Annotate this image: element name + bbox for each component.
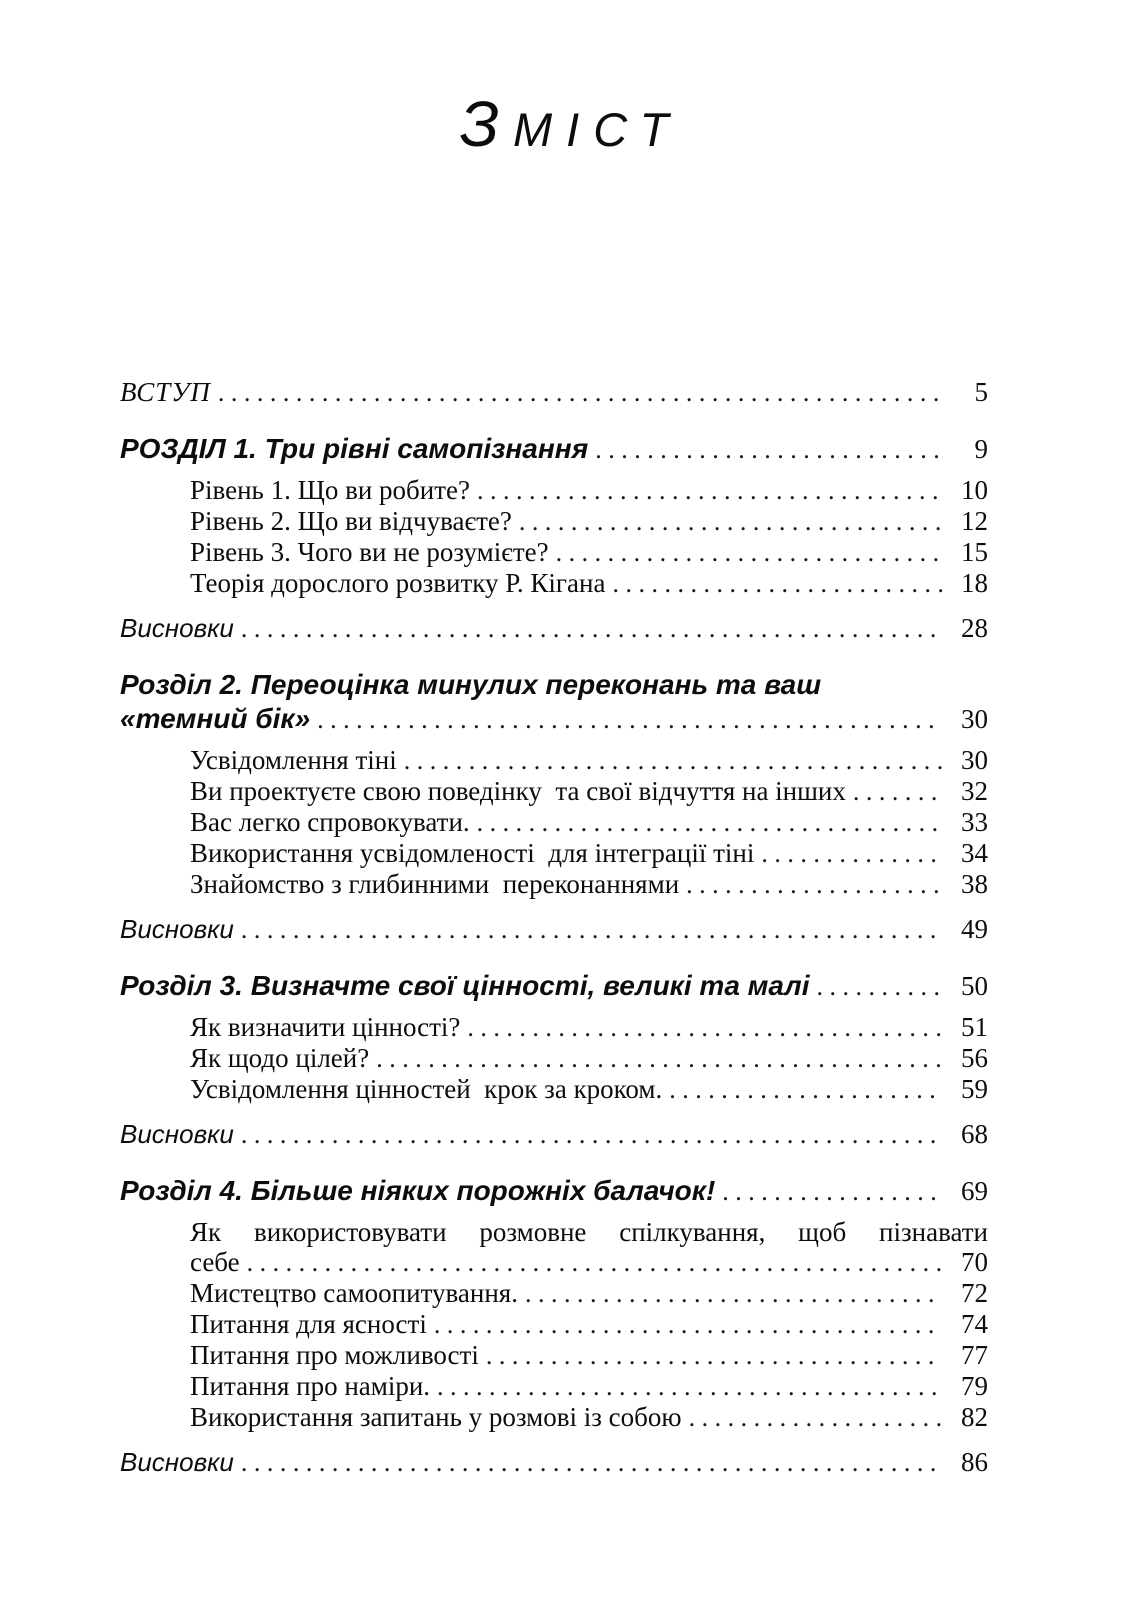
page-title	[0, 0, 1142, 164]
toc-entry-label: Питання про можливості	[190, 1340, 479, 1370]
toc-page-number: 77	[961, 1340, 988, 1370]
toc-entry-row	[120, 869, 988, 900]
toc-entry-label: себе	[190, 1247, 240, 1277]
toc-entry	[120, 568, 988, 599]
toc-dot-leader	[404, 746, 942, 776]
toc-page-number: 9	[974, 434, 988, 464]
toc-entry-label: «темний бік»	[120, 703, 311, 734]
toc-dot-leader	[434, 1310, 942, 1340]
toc-entry-row	[120, 702, 988, 737]
toc-entry	[120, 1340, 988, 1371]
toc-entry	[120, 914, 988, 945]
toc-entry	[120, 838, 988, 869]
toc-entry	[120, 1217, 988, 1278]
toc-page-number: 15	[961, 537, 988, 567]
toc-entry-row	[120, 745, 988, 776]
toc-page-number: 30	[961, 704, 988, 734]
toc-entry-line: Як використовувати розмовне спілкування, щоб пізнавати	[190, 1217, 988, 1247]
toc-page-number: 12	[961, 506, 988, 536]
toc-entry	[120, 1174, 988, 1209]
toc-entry-label: РОЗДІЛ 1. Три рівні самопізнання	[120, 433, 589, 464]
toc-dot-leader	[853, 777, 942, 807]
toc-entry-row	[120, 1012, 988, 1043]
toc-page-number: 86	[961, 1447, 988, 1477]
toc-page-number: 70	[961, 1247, 988, 1277]
toc-entry-row	[120, 475, 988, 506]
toc-entry	[120, 1309, 988, 1340]
toc-dot-leader	[525, 1279, 942, 1309]
toc-entry-row	[120, 1309, 988, 1340]
toc-entry-row	[120, 613, 988, 644]
toc-entry-row	[120, 807, 988, 838]
toc-dot-leader	[241, 1120, 942, 1150]
toc-page-number: 38	[961, 869, 988, 899]
toc-entry-label: Як визначити цінності?	[190, 1012, 461, 1042]
toc-entry	[120, 969, 988, 1004]
toc-entry	[120, 745, 988, 776]
toc-dot-leader	[241, 915, 942, 945]
toc-entry-row	[120, 1247, 988, 1278]
toc-page-number: 51	[961, 1012, 988, 1042]
toc-dot-leader	[247, 1248, 942, 1278]
toc-entry	[120, 1447, 988, 1478]
toc-page-number: 28	[961, 613, 988, 643]
toc-dot-leader	[686, 870, 942, 900]
toc-entry-label: Використання запитань у розмові із собою	[190, 1402, 682, 1432]
toc-entry-label: ВСТУП	[120, 377, 211, 407]
toc-entry-label: Усвідомлення цінностей крок за кроком.	[190, 1074, 663, 1104]
toc-dot-leader	[556, 538, 942, 568]
toc-entry-label: Теорія дорослого розвитку Р. Кігана	[190, 568, 606, 598]
toc-dot-leader	[317, 703, 942, 737]
page-title-initial: З	[459, 88, 513, 160]
toc-entry-label: Висновки	[120, 1119, 234, 1149]
toc-entry-row	[120, 537, 988, 568]
toc-entry	[120, 377, 988, 408]
toc-entry-row	[120, 1119, 988, 1150]
toc-page-number: 32	[961, 776, 988, 806]
toc-page-number: 59	[961, 1074, 988, 1104]
toc-page-number: 79	[961, 1371, 988, 1401]
toc-dot-leader	[437, 1372, 942, 1402]
toc-entry	[120, 776, 988, 807]
toc-entry-label: Висновки	[120, 613, 234, 643]
toc-entry-row	[120, 1402, 988, 1433]
toc-dot-leader	[612, 569, 942, 599]
toc-entry-row	[120, 1043, 988, 1074]
toc-entry	[120, 869, 988, 900]
toc-dot-leader	[689, 1403, 942, 1433]
toc-entry-label: Усвідомлення тіні	[190, 745, 397, 775]
toc-entry-row	[120, 1371, 988, 1402]
toc-entry-row	[120, 432, 988, 467]
toc-entry-label: Вас легко спровокувати.	[190, 807, 470, 837]
toc-dot-leader	[376, 1044, 942, 1074]
toc-entry-label: Ви проектуєте свою поведінку та свої відчуття на інших	[190, 776, 846, 806]
toc-page-number: 30	[961, 745, 988, 775]
toc-page-number: 34	[961, 838, 988, 868]
toc-page-number: 72	[961, 1278, 988, 1308]
toc-entry-row	[120, 914, 988, 945]
toc-entry	[120, 1012, 988, 1043]
toc-dot-leader	[241, 1448, 942, 1478]
toc-entry-row	[120, 838, 988, 869]
toc-dot-leader	[761, 839, 942, 869]
toc-entry	[120, 1402, 988, 1433]
toc-page-number: 56	[961, 1043, 988, 1073]
toc-entry-label: Висновки	[120, 914, 234, 944]
toc-page-number: 18	[961, 568, 988, 598]
toc-entry	[120, 506, 988, 537]
toc-entry-label: Розділ 4. Більше ніяких порожніх балачок!	[120, 1175, 716, 1206]
toc-entry-row	[120, 506, 988, 537]
toc-page-number: 69	[961, 1176, 988, 1206]
toc-entry-line: Розділ 2. Переоцінка минулих переконань та ваш	[120, 669, 822, 700]
toc-dot-leader	[817, 970, 943, 1004]
toc-entry-row	[120, 1074, 988, 1105]
toc-page-number: 10	[961, 475, 988, 505]
toc-entry-row	[120, 776, 988, 807]
toc-entry-row	[120, 1447, 988, 1478]
toc-entry-label: Як щодо цілей?	[190, 1043, 370, 1073]
toc-entry-label: Питання про наміри.	[190, 1371, 431, 1401]
toc-page-number: 5	[974, 377, 988, 407]
contents-list	[0, 377, 1142, 1478]
toc-dot-leader	[486, 1341, 942, 1371]
toc-page-number: 68	[961, 1119, 988, 1149]
toc-entry	[120, 1119, 988, 1150]
toc-page-number: 33	[961, 807, 988, 837]
toc-dot-leader	[218, 378, 942, 408]
toc-entry-row	[120, 568, 988, 599]
toc-entry	[120, 807, 988, 838]
toc-entry	[120, 537, 988, 568]
toc-entry	[120, 1043, 988, 1074]
page-title-rest: МІСТ	[512, 103, 683, 156]
toc-entry-row	[120, 377, 988, 408]
toc-page-number: 82	[961, 1402, 988, 1432]
toc-entry	[120, 475, 988, 506]
toc-dot-leader	[241, 614, 942, 644]
toc-entry	[120, 613, 988, 644]
toc-entry-label: Рівень 3. Чого ви не розумієте?	[190, 537, 549, 567]
toc-entry	[120, 1371, 988, 1402]
toc-entry-label: Висновки	[120, 1447, 234, 1477]
toc-entry-row	[120, 1174, 988, 1209]
toc-dot-leader	[477, 476, 942, 506]
toc-entry-row	[120, 969, 988, 1004]
toc-entry-row	[120, 1340, 988, 1371]
toc-dot-leader	[477, 808, 942, 838]
toc-page-number: 74	[961, 1309, 988, 1339]
toc-entry	[120, 1074, 988, 1105]
toc-dot-leader	[467, 1013, 942, 1043]
toc-entry-label: Знайомство з глибинними переконаннями	[190, 869, 680, 899]
toc-entry-label: Розділ 3. Визначте свої цінності, великі та малі	[120, 970, 810, 1001]
toc-entry-label: Рівень 1. Що ви робите?	[190, 475, 470, 505]
toc-entry-label: Використання усвідомленості для інтеграції тіні	[190, 838, 755, 868]
toc-entry-label: Мистецтво самоопитування.	[190, 1278, 518, 1308]
toc-entry-label: Рівень 2. Що ви відчуваєте?	[190, 506, 512, 536]
toc-page-number: 50	[961, 971, 988, 1001]
toc-dot-leader	[669, 1075, 942, 1105]
toc-entry	[120, 668, 988, 737]
toc-entry-row	[120, 1278, 988, 1309]
toc-dot-leader	[722, 1175, 942, 1209]
toc-entry-label: Питання для ясності	[190, 1309, 427, 1339]
toc-dot-leader	[519, 507, 942, 537]
toc-page-number: 49	[961, 914, 988, 944]
toc-entry	[120, 432, 988, 467]
toc-dot-leader	[595, 433, 942, 467]
toc-entry	[120, 1278, 988, 1309]
